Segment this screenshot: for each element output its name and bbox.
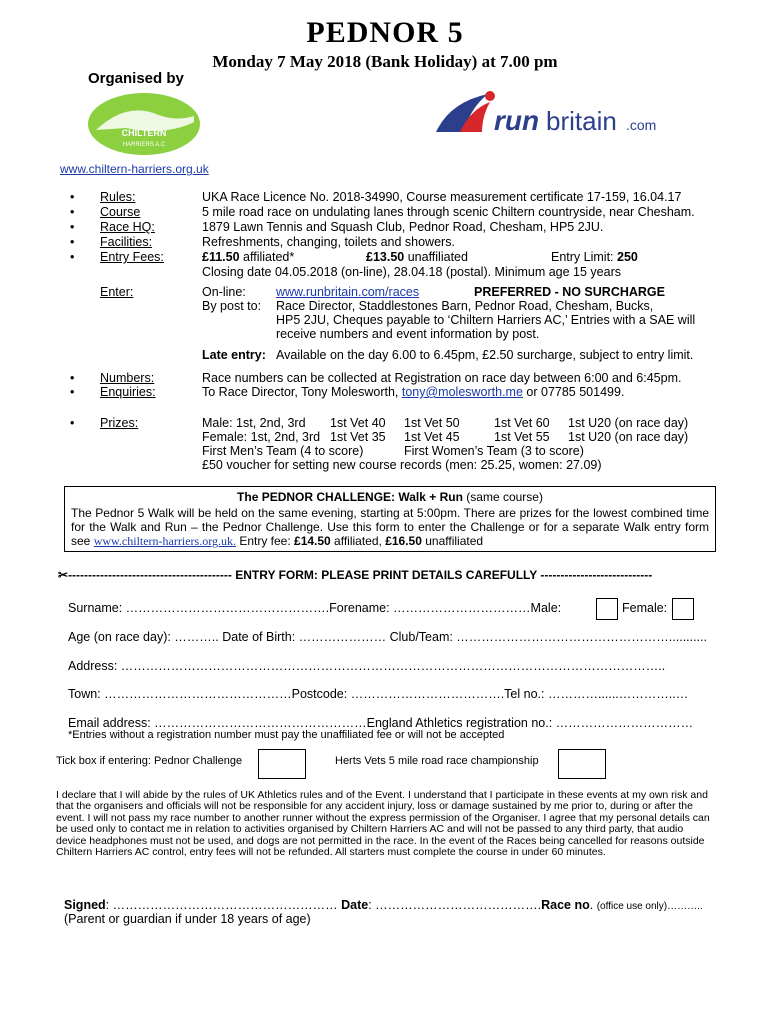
town-postcode-tel-field[interactable]: Town: ………………………………………Postcode: ……………………………….Tel no.: …………......…………..… — [68, 687, 689, 701]
prize-female-vet45: 1st Vet 45 — [404, 430, 460, 444]
late-entry-value: Available on the day 6.00 to 6.45pm, £2.50 surcharge, subject to entry limit. — [276, 348, 694, 362]
surname-forename-field[interactable]: Surname: ………………………………………….Forename: ……………………………Male: — [68, 601, 562, 615]
rules-value: UKA Race Licence No. 2018-34990, Course measurement certificate 17-159, 16.04.17 — [202, 190, 682, 204]
enquiries-value: To Race Director, Tony Molesworth, tony@molesworth.me or 07785 501499. — [202, 385, 625, 399]
prize-male-vet40: 1st Vet 40 — [330, 416, 386, 430]
team-men: First Men’s Team (4 to score) — [202, 444, 364, 458]
prize-female-vet35: 1st Vet 35 — [330, 430, 386, 444]
prize-male-vet60: 1st Vet 60 — [494, 416, 550, 430]
challenge-body: The Pednor 5 Walk will be held on the same evening, starting at 5:00pm. There are prizes for the lowest combined time for the Walk and Run – the Pednor Challenge. Use this form to enter the Challenge or for a separate Walk entry form see www.chiltern-harriers.org.uk. Entry fee: £14.50 affiliated, £16.50 unaffiliated — [71, 506, 709, 548]
club-logo-text-2: HARRIERS A.C — [122, 142, 166, 148]
prize-male-vet50: 1st Vet 50 — [404, 416, 460, 430]
tick-herts-label: Herts Vets 5 mile road race championship — [335, 755, 539, 767]
runbritain-logo — [430, 88, 676, 140]
bullet-icon: • — [70, 190, 75, 204]
male-checkbox[interactable] — [596, 598, 618, 620]
post-address-3: receive numbers and event information by post. — [276, 327, 540, 341]
prize-female-vet55: 1st Vet 55 — [494, 430, 550, 444]
bullet-icon: • — [70, 371, 75, 385]
tick-challenge-label: Tick box if entering: Pednor Challenge — [56, 755, 243, 767]
challenge-heading: The PEDNOR CHALLENGE: Walk + Run (same course) — [237, 490, 543, 504]
bullet-icon: • — [70, 220, 75, 234]
club-logo-text-1: CHILTERN — [121, 128, 167, 138]
event-date: Monday 7 May 2018 (Bank Holiday) at 7.00 pm — [212, 52, 558, 71]
female-checkbox[interactable] — [672, 598, 694, 620]
team-women: First Women’s Team (3 to score) — [404, 444, 584, 458]
bullet-icon: • — [70, 385, 75, 399]
race-hq-value: 1879 Lawn Tennis and Squash Club, Pednor Road, Chesham, HP5 2JU. — [202, 220, 604, 234]
female-label: Female: — [622, 601, 668, 615]
prize-female: Female: 1st, 2nd, 3rd — [202, 430, 321, 444]
numbers-label: Numbers: — [100, 371, 155, 385]
signature-line[interactable]: Signed: ……………………………………………… Date: ………………………………….Race no. (office use only)……….. — [64, 898, 703, 912]
post-address-1: Race Director, Staddlestones Barn, Pednor Road, Chesham, Bucks, — [276, 299, 654, 313]
enquiries-email-link[interactable]: tony@molesworth.me — [401, 385, 523, 399]
race-hq-label: Race HQ: — [100, 220, 155, 234]
course-label: Course — [100, 205, 141, 219]
entry-form-cut-line: ✂----------------------------------------- ENTRY FORM: PLEASE PRINT DETAILS CAREFULLY ---------------------------- — [58, 568, 653, 582]
post-address-2: HP5 2JU, Cheques payable to ‘Chiltern Harriers AC,’ Entries with a SAE will — [276, 313, 696, 327]
course-value: 5 mile road race on undulating lanes through scenic Chiltern countryside, near Chesham. — [202, 205, 695, 219]
fee-unaffiliated: £13.50 unaffiliated — [366, 250, 468, 264]
late-entry-label: Late entry: — [202, 348, 266, 362]
svg-text:run: run — [494, 105, 540, 136]
enter-label: Enter: — [100, 285, 134, 299]
prize-female-u20: 1st U20 (on race day) — [568, 430, 689, 444]
svg-text:.com: .com — [626, 117, 657, 133]
facilities-value: Refreshments, changing, toilets and showers. — [202, 235, 455, 249]
post-label: By post to: — [202, 299, 262, 313]
bullet-icon: • — [70, 235, 75, 249]
fee-affiliated: £11.50 affiliated* — [202, 250, 295, 264]
challenge-tickbox[interactable] — [258, 749, 306, 779]
scissors-icon: ✂ — [58, 568, 69, 582]
challenge-box — [64, 486, 716, 552]
email-registration-field[interactable]: Email address: ……………………………………………England Athletics registration no.: …………………………… — [68, 716, 694, 730]
online-label: On-line: — [202, 285, 246, 299]
age-dob-club-field[interactable]: Age (on race day): ……….. Date of Birth: ………………… Club/Team: ……………………………………………........... — [68, 630, 708, 644]
page-title: PEDNOR 5 — [306, 16, 464, 49]
declaration-text: I declare that I will abide by the rules of UK Athletics rules and of the Event. I understand that I participate in these events at my own risk and that the organisers and officials will not be responsible for any accident injury, loss or damage sustained by me prior to, during or after the event. I will not pass my race number to another runner without the express permission of the Organiser. I agree that my personal details can be used only to contact me in relation to activities organised by Chiltern Harriers AC and will not be passed to any third party, that audio device headphones must not be used, and dogs are not permitted in the race. In the event of the Races being cancelled for reasons outside Chiltern Harriers AC control, entry fees will not be refunded. All starters must complete the course in under 60 minutes. — [56, 789, 710, 859]
svg-text:britain: britain — [546, 106, 617, 136]
registration-note: *Entries without a registration number must pay the unaffiliated fee or will not be accepted — [68, 729, 505, 741]
preferred-note: PREFERRED - NO SURCHARGE — [474, 285, 665, 299]
runbritain-races-link[interactable]: www.runbritain.com/races — [276, 285, 420, 299]
entry-fees-label: Entry Fees: — [100, 250, 164, 264]
guardian-note: (Parent or guardian if under 18 years of age) — [64, 912, 311, 926]
prizes-label: Prizes: — [100, 416, 139, 430]
bullet-icon: • — [70, 416, 75, 430]
prize-male-u20: 1st U20 (on race day) — [568, 416, 689, 430]
chiltern-harriers-logo — [86, 92, 202, 156]
entry-limit: Entry Limit: 250 — [551, 250, 638, 264]
facilities-label: Facilities: — [100, 235, 153, 249]
challenge-walk-link[interactable]: www.chiltern-harriers.org.uk. — [93, 534, 236, 548]
address-field[interactable]: Address: ………………………………………………………………………………………………………………….. — [68, 659, 666, 673]
closing-date: Closing date 04.05.2018 (on-line), 28.04.18 (postal). Minimum age 15 years — [202, 265, 621, 279]
herts-vets-tickbox[interactable] — [558, 749, 606, 779]
course-record-voucher: £50 voucher for setting new course records (men: 25.25, women: 27.09) — [202, 458, 602, 472]
enquiries-label: Enquiries: — [100, 385, 156, 399]
bullet-icon: • — [70, 250, 75, 264]
bullet-icon: • — [70, 205, 75, 219]
rules-label: Rules: — [100, 190, 136, 204]
organised-by-label: Organised by — [88, 70, 184, 87]
numbers-value: Race numbers can be collected at Registration on race day between 6:00 and 6:45pm. — [202, 371, 682, 385]
club-url-link[interactable]: www.chiltern-harriers.org.uk — [60, 162, 209, 176]
prize-male: Male: 1st, 2nd, 3rd — [202, 416, 306, 430]
